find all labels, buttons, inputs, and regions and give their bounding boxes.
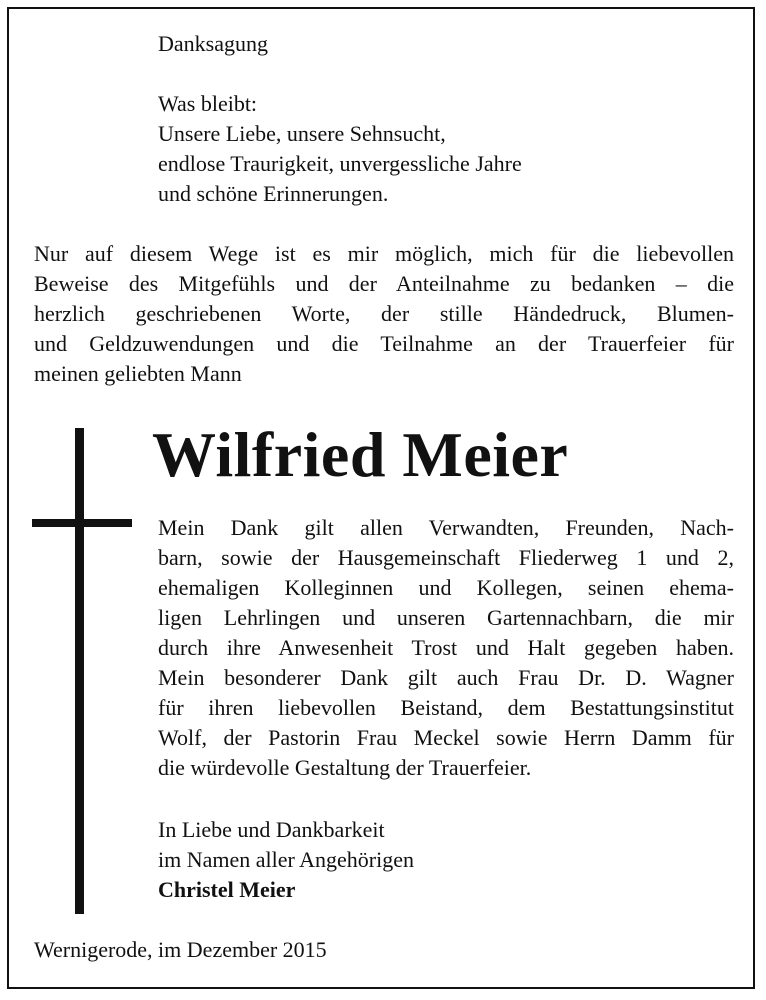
- signer-name: Christel Meier: [158, 877, 296, 902]
- place-date: Wernigerode, im Dezember 2015: [34, 937, 327, 962]
- thanks-line: ligen Lehrlingen und unseren Gartennachbarn, die mir: [158, 605, 734, 630]
- thanks-line: für ihren liebevollen Beistand, dem Bestattungsinstitut: [158, 695, 734, 720]
- thanks-paragraph: [158, 513, 734, 783]
- cross-horizontal-bar: [32, 519, 132, 527]
- intro-paragraph: [34, 239, 734, 389]
- thanks-line: barn, sowie der Hausgemeinschaft Fliederweg 1 und 2,: [158, 545, 734, 570]
- thanks-line: Wolf, der Pastorin Frau Meckel sowie Herrn Damm für: [158, 725, 734, 750]
- closing-block: [158, 815, 414, 905]
- poem-line: Unsere Liebe, unsere Sehnsucht,: [158, 121, 446, 146]
- thanks-line: ehemaligen Kolleginnen und Kollegen, seinen ehema-: [158, 575, 734, 600]
- deceased-name: Wilfried Meier: [152, 419, 569, 490]
- poem-block: [158, 89, 522, 209]
- intro-line: Nur auf diesem Wege ist es mir möglich, mich für die liebevollen: [34, 241, 734, 266]
- closing-line: In Liebe und Dankbarkeit: [158, 817, 385, 842]
- intro-line: und Geldzuwendungen und die Teilnahme an der Trauerfeier für: [34, 331, 734, 356]
- intro-line: herzlich geschriebenen Worte, der stille Händedruck, Blumen-: [34, 301, 734, 326]
- intro-line: Beweise des Mitgefühls und der Anteilnahme zu bedanken – die: [34, 271, 734, 296]
- intro-line: meinen geliebten Mann: [34, 361, 242, 386]
- poem-line: und schöne Erinnerungen.: [158, 181, 389, 206]
- thanks-line: durch ihre Anwesenheit Trost und Halt gegeben haben.: [158, 635, 734, 660]
- notice-heading: Danksagung: [158, 31, 268, 56]
- thanks-line: Mein Dank gilt allen Verwandten, Freunden, Nach-: [158, 515, 734, 540]
- thanks-line: Mein besonderer Dank gilt auch Frau Dr. D. Wagner: [158, 665, 734, 690]
- thanks-line: die würdevolle Gestaltung der Trauerfeier.: [158, 755, 532, 780]
- poem-line: endlose Traurigkeit, unvergessliche Jahre: [158, 151, 522, 176]
- closing-line: im Namen aller Angehörigen: [158, 847, 414, 872]
- cross-vertical-bar: [75, 428, 84, 914]
- poem-line: Was bleibt:: [158, 91, 258, 116]
